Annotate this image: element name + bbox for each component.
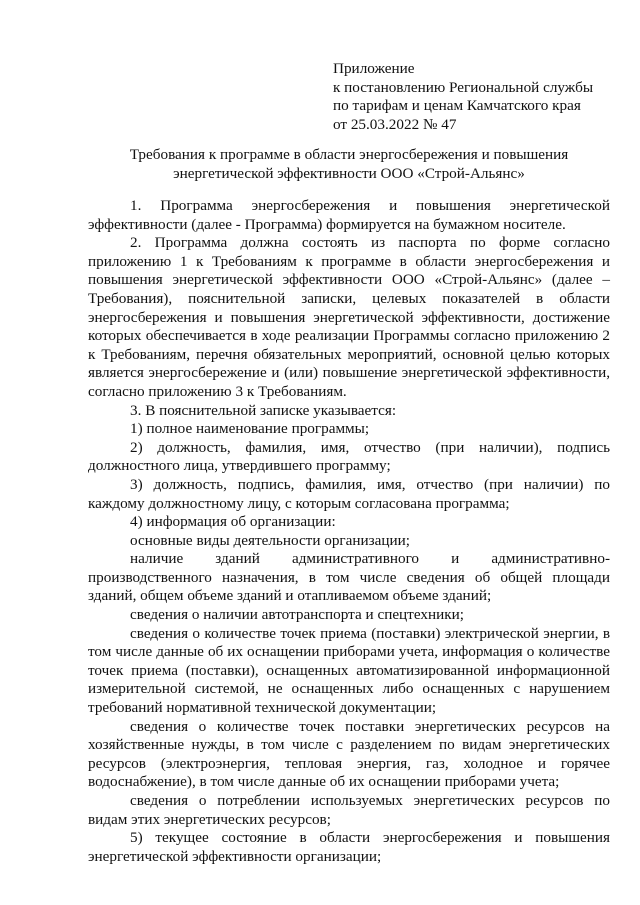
paragraph: сведения о потреблении используемых энергетических ресурсов по видам этих энергетических ресурсов; bbox=[88, 792, 610, 828]
appendix-header bbox=[333, 60, 633, 134]
paragraph: сведения о количестве точек поставки энергетических ресурсов на хозяйственные нужды, в том числе с разделением по видам энергетических ресурсов (электроэнергия, тепловая энергия, газ, холодное и горячее водоснабжение), в том числе данные об их оснащении приборами учета; bbox=[88, 717, 610, 791]
paragraph: 1. Программа энергосбережения и повышения энергетической эффективности (далее - Программа) формируется на бумажном носителе. bbox=[88, 197, 610, 233]
paragraph: 1) полное наименование программы; bbox=[130, 420, 370, 438]
paragraph: 2. Программа должна состоять из паспорта по форме согласно приложению 1 к Требованиям к программе в области энергосбережения и повышения энергетической эффективности ООО «Строй-Альянс» (далее – Требования), пояснительной записки, целевых показателей в области энергосбережения и повышения энергетической эффективности, достижение которых обеспечивается в ходе реализации Программы согласно приложению 2 к Требованиям, перечня обязательных мероприятий, основной целью которых является энергосбережение и (или) повышение энергетической эффективности, согласно приложению 3 к Требованиям. bbox=[88, 234, 610, 400]
appendix-line: к постановлению Региональной службы bbox=[333, 78, 594, 96]
title-line: энергетической эффективности ООО «Строй-Альянс» bbox=[173, 164, 525, 182]
paragraph: основные виды деятельности организации; bbox=[130, 531, 410, 549]
paragraph: 5) текущее состояние в области энергосбережения и повышения энергетической эффективности организации; bbox=[88, 829, 610, 865]
appendix-line: Приложение bbox=[333, 60, 415, 77]
paragraph: 3. В пояснительной записке указывается: bbox=[130, 401, 397, 419]
paragraph: 3) должность, подпись, фамилия, имя, отчество (при наличии) по каждому должностному лицу, с которым согласована программа; bbox=[88, 475, 610, 512]
paragraph: наличие зданий административного и административно-производственного назначения, в том числе сведения об общей площади зданий, общем объеме зданий и отапливаемом объеме зданий; bbox=[88, 550, 610, 605]
paragraph: 4) информация об организации: bbox=[130, 513, 336, 531]
paragraph: 2) должность, фамилия, имя, отчество (при наличии), подпись должностного лица, утвердившего программу; bbox=[88, 438, 610, 475]
paragraph: сведения о наличии автотранспорта и спецтехники; bbox=[130, 606, 464, 624]
document-title bbox=[88, 146, 610, 183]
appendix-line: от 25.03.2022 № 47 bbox=[333, 115, 457, 133]
document-body bbox=[88, 197, 610, 866]
appendix-line: по тарифам и ценам Камчатского края bbox=[333, 97, 581, 115]
paragraph: сведения о количестве точек приема (поставки) электрической энергии, в том числе данные об их оснащении приборами учета, информация о количестве точек приема (поставки), оснащенных автоматизированной информационной измерительной системой, не оснащенных либо оснащенных с нарушением требований нормативной технической документации; bbox=[88, 624, 610, 717]
title-line: Требования к программе в области энергосбережения и повышения bbox=[129, 146, 569, 163]
